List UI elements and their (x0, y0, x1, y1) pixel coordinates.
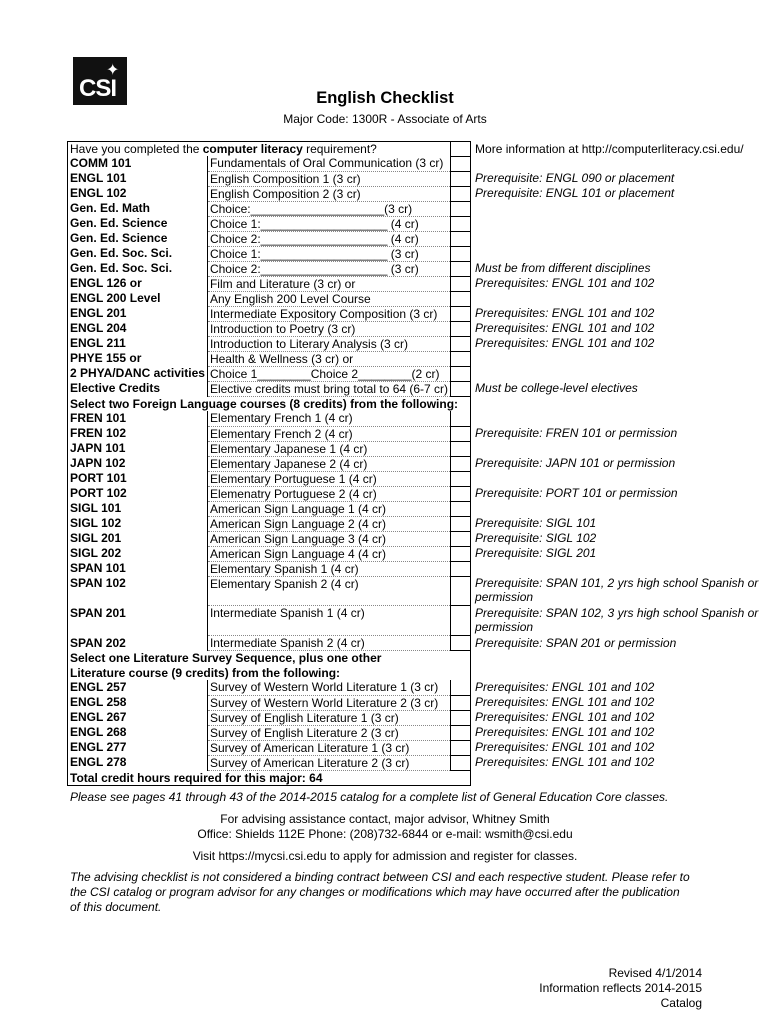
course-row (68, 725, 761, 740)
checkbox[interactable] (451, 156, 471, 171)
checkbox[interactable] (451, 216, 471, 231)
course-row (68, 426, 761, 441)
course-prerequisite (471, 576, 761, 606)
checkbox[interactable] (451, 201, 471, 216)
course-prerequisite (471, 201, 761, 216)
checkbox[interactable] (451, 695, 471, 710)
course-prerequisite (471, 276, 761, 291)
prerequisite-text: Prerequisite: ENGL 090 or placement (475, 171, 675, 186)
course-row (68, 321, 761, 336)
course-prerequisite (471, 321, 761, 336)
course-prerequisite (471, 501, 761, 516)
course-code: Gen. Ed. Science (68, 216, 208, 231)
course-prerequisite (471, 351, 761, 366)
prerequisite-text: Must be from different disciplines (475, 261, 651, 276)
empty-note (471, 770, 761, 785)
course-prerequisite (471, 546, 761, 561)
checkbox[interactable] (451, 755, 471, 770)
course-prerequisite (471, 636, 761, 651)
checkbox[interactable] (451, 351, 471, 366)
course-prerequisite (471, 411, 761, 426)
checklist-table (67, 141, 761, 786)
checkbox[interactable] (451, 426, 471, 441)
checkbox[interactable] (451, 306, 471, 321)
course-prerequisite (471, 456, 761, 471)
checkbox[interactable] (451, 381, 471, 396)
course-code: ENGL 267 (68, 710, 208, 725)
course-row (68, 351, 761, 366)
page-title: English Checklist (316, 89, 454, 107)
course-description: American Sign Language 1 (4 cr) (207, 501, 450, 516)
course-prerequisite (471, 246, 761, 261)
course-prerequisite (471, 471, 761, 486)
course-prerequisite (471, 261, 761, 276)
course-prerequisite (471, 336, 761, 351)
course-description: Choice 1:___________________ (3 cr) (207, 246, 450, 261)
course-description: Choice 1:___________________ (4 cr) (207, 216, 450, 231)
course-code: ENGL 257 (68, 680, 208, 695)
course-prerequisite (471, 531, 761, 546)
prerequisite-text: Prerequisite: SIGL 101 (475, 516, 597, 531)
catalog-reflects: Information reflects 2014-2015 (539, 981, 702, 995)
course-row (68, 261, 761, 276)
course-description: Fundamentals of Oral Communication (3 cr) (207, 156, 450, 171)
course-description: Choice:____________________(3 cr) (207, 201, 450, 216)
course-code: ENGL 278 (68, 755, 208, 770)
prerequisite-text: Prerequisites: ENGL 101 and 102 (475, 725, 655, 740)
prerequisite-text: Prerequisites: ENGL 101 and 102 (475, 276, 655, 291)
course-description: Elementary Portuguese 1 (4 cr) (207, 471, 450, 486)
course-row (68, 680, 761, 695)
checkbox[interactable] (451, 456, 471, 471)
course-code: SIGL 102 (68, 516, 208, 531)
checkbox[interactable] (451, 246, 471, 261)
language-heading-row (68, 396, 761, 411)
course-prerequisite (471, 725, 761, 740)
course-description: English Composition 1 (3 cr) (207, 171, 450, 186)
course-code: FREN 101 (68, 411, 208, 426)
checkbox[interactable] (451, 680, 471, 695)
catalog-note: Please see pages 41 through 43 of the 2014-2015 catalog for a complete list of General Education Core classes. (70, 790, 669, 804)
course-description: Introduction to Poetry (3 cr) (207, 321, 450, 336)
course-description: Choice 2:___________________ (3 cr) (207, 261, 450, 276)
course-row (68, 291, 761, 306)
course-description: Choice 1________Choice 2________(2 cr) (207, 366, 450, 381)
course-row (68, 740, 761, 755)
computer-literacy-note: More information at http://computerliteracy.csi.edu/ (475, 141, 744, 156)
prerequisite-text: Must be college-level electives (475, 381, 638, 396)
course-code: ENGL 200 Level (68, 291, 208, 306)
course-prerequisite (471, 291, 761, 306)
prerequisite-text: Prerequisites: ENGL 101 and 102 (475, 740, 655, 755)
course-code: PORT 101 (68, 471, 208, 486)
course-description: Intermediate Spanish 2 (4 cr) (207, 636, 450, 651)
course-code: ENGL 277 (68, 740, 208, 755)
course-prerequisite (471, 171, 761, 186)
course-description: Intermediate Expository Composition (3 cr) (207, 306, 450, 321)
course-code: SIGL 202 (68, 546, 208, 561)
empty-note (471, 651, 761, 666)
intro-prefix: Have you completed the (70, 142, 203, 156)
advising-contact: For advising assistance contact, major advisor, Whitney Smith (220, 812, 550, 826)
prerequisite-text: Prerequisite: JAPN 101 or permission (475, 456, 676, 471)
checkbox[interactable] (451, 142, 471, 157)
course-description: Elementary Spanish 2 (4 cr) (207, 576, 450, 606)
course-code: PHYE 155 or (68, 351, 208, 366)
page-subtitle: Major Code: 1300R - Associate of Arts (283, 112, 487, 126)
course-prerequisite (471, 561, 761, 576)
course-description: American Sign Language 4 (4 cr) (207, 546, 450, 561)
course-row (68, 201, 761, 216)
course-prerequisite (471, 216, 761, 231)
course-code: Gen. Ed. Soc. Sci. (68, 261, 208, 276)
course-code: SPAN 201 (68, 606, 208, 636)
course-row (68, 186, 761, 201)
course-prerequisite (471, 710, 761, 725)
course-row (68, 336, 761, 351)
course-prerequisite (471, 680, 761, 695)
course-row (68, 606, 761, 636)
course-row (68, 366, 761, 381)
course-description: Elementary French 1 (4 cr) (207, 411, 450, 426)
disclaimer: The advising checklist is not considered a binding contract between CSI and each respective student. Please refer to the CSI catalog or program advisor for any changes or modifications which may have occurred after the publication of this document. (70, 870, 690, 914)
course-description: American Sign Language 2 (4 cr) (207, 516, 450, 531)
course-description: English Composition 2 (3 cr) (207, 186, 450, 201)
course-description: Elemenatry Portuguese 2 (4 cr) (207, 486, 450, 501)
course-row (68, 471, 761, 486)
course-code: ENGL 102 (68, 186, 208, 201)
course-code: Elective Credits (68, 381, 208, 396)
checkbox[interactable] (451, 186, 471, 201)
advisor-office: Office: Shields 112E Phone: (208)732-6844 or e-mail: wsmith@csi.edu (197, 827, 573, 841)
course-description: Film and Literature (3 cr) or (207, 276, 450, 291)
prerequisite-text: Prerequisites: ENGL 101 and 102 (475, 710, 655, 725)
course-description: Choice 2:___________________ (4 cr) (207, 231, 450, 246)
course-prerequisite (471, 740, 761, 755)
star-icon: ✦ (106, 62, 120, 79)
course-prerequisite (471, 186, 761, 201)
literature-heading-1-row (68, 651, 761, 666)
intro-bold: computer literacy (202, 142, 303, 156)
course-description: Elementary Japanese 2 (4 cr) (207, 456, 450, 471)
course-code: ENGL 211 (68, 336, 208, 351)
total-credits-row (68, 770, 761, 785)
course-code: SPAN 202 (68, 636, 208, 651)
checkbox[interactable] (451, 636, 471, 651)
footer (539, 966, 702, 1011)
prerequisite-text: Prerequisite: SIGL 201 (475, 546, 597, 561)
checkbox[interactable] (451, 516, 471, 531)
course-description: Elective credits must bring total to 64 (6-7 cr) (207, 381, 450, 396)
checkbox[interactable] (451, 321, 471, 336)
course-code: JAPN 101 (68, 441, 208, 456)
prerequisite-text: Prerequisites: ENGL 101 and 102 (475, 321, 655, 336)
course-prerequisite (471, 695, 761, 710)
course-description: Elementary Japanese 1 (4 cr) (207, 441, 450, 456)
prerequisite-text: Prerequisite: PORT 101 or permission (475, 486, 678, 501)
prerequisite-text: Prerequisite: SPAN 101, 2 yrs high school Spanish or (475, 576, 759, 591)
course-row (68, 306, 761, 321)
course-row (68, 486, 761, 501)
course-code: FREN 102 (68, 426, 208, 441)
empty-note (471, 666, 761, 681)
prerequisite-text-continued: permission (475, 590, 534, 605)
course-code: JAPN 102 (68, 456, 208, 471)
course-row (68, 381, 761, 396)
checkbox[interactable] (451, 710, 471, 725)
prerequisite-text: Prerequisites: ENGL 101 and 102 (475, 336, 655, 351)
language-heading: Select two Foreign Language courses (8 credits) from the following: (68, 396, 471, 411)
checkbox[interactable] (451, 291, 471, 306)
computer-literacy-question (68, 142, 451, 157)
course-code: Gen. Ed. Math (68, 201, 208, 216)
course-prerequisite (471, 441, 761, 456)
course-code: ENGL 201 (68, 306, 208, 321)
course-prerequisite (471, 156, 761, 171)
course-code: Gen. Ed. Soc. Sci. (68, 246, 208, 261)
course-row (68, 501, 761, 516)
prerequisite-text: Prerequisites: ENGL 101 and 102 (475, 695, 655, 710)
course-description: Survey of American Literature 2 (3 cr) (207, 755, 450, 770)
logo-text: CSI (79, 75, 117, 102)
course-code: PORT 102 (68, 486, 208, 501)
course-code: Gen. Ed. Science (68, 231, 208, 246)
course-description: Survey of Western World Literature 1 (3 cr) (207, 680, 450, 695)
course-description: Health & Wellness (3 cr) or (207, 351, 450, 366)
course-code: ENGL 268 (68, 725, 208, 740)
course-row (68, 246, 761, 261)
course-code: SPAN 102 (68, 576, 208, 606)
empty-note (471, 396, 761, 411)
computer-literacy-row (68, 142, 761, 157)
checkbox[interactable] (451, 740, 471, 755)
prerequisite-text: Prerequisite: FREN 101 or permission (475, 426, 678, 441)
course-prerequisite (471, 381, 761, 396)
checkbox[interactable] (451, 336, 471, 351)
course-prerequisite (471, 306, 761, 321)
prerequisite-text: Prerequisite: SPAN 201 or permission (475, 635, 677, 650)
course-row (68, 411, 761, 426)
checklist-body (68, 142, 761, 786)
checkbox[interactable] (451, 171, 471, 186)
course-description: Survey of English Literature 1 (3 cr) (207, 710, 450, 725)
course-row (68, 576, 761, 606)
checkbox[interactable] (451, 606, 471, 636)
course-row (68, 546, 761, 561)
course-code: ENGL 126 or (68, 276, 208, 291)
course-code: ENGL 204 (68, 321, 208, 336)
checkbox[interactable] (451, 486, 471, 501)
checkbox[interactable] (451, 231, 471, 246)
checkbox[interactable] (451, 411, 471, 426)
checkbox[interactable] (451, 725, 471, 740)
course-code: COMM 101 (68, 156, 208, 171)
course-code: SIGL 201 (68, 531, 208, 546)
checkbox[interactable] (451, 261, 471, 276)
literature-heading-2: Literature course (9 credits) from the following: (68, 666, 471, 681)
course-prerequisite (471, 516, 761, 531)
prerequisite-text: Prerequisite: SPAN 102, 3 yrs high school Spanish or (475, 605, 759, 620)
literature-heading-1: Select one Literature Survey Sequence, plus one other (68, 651, 471, 666)
course-row (68, 441, 761, 456)
course-prerequisite (471, 366, 761, 381)
checkbox[interactable] (451, 276, 471, 291)
course-prerequisite (471, 755, 761, 770)
checkbox[interactable] (451, 366, 471, 381)
course-description: Introduction to Literary Analysis (3 cr) (207, 336, 450, 351)
total-credits: Total credit hours required for this major: 64 (68, 770, 471, 785)
course-description: Elementary Spanish 1 (4 cr) (207, 561, 450, 576)
prerequisite-text: Prerequisite: SIGL 102 (475, 531, 597, 546)
course-row (68, 516, 761, 531)
course-row (68, 695, 761, 710)
course-prerequisite (471, 426, 761, 441)
prerequisite-text: Prerequisite: ENGL 101 or placement (475, 186, 675, 201)
checkbox[interactable] (451, 531, 471, 546)
checkbox[interactable] (451, 576, 471, 606)
literature-heading-2-row (68, 666, 761, 681)
prerequisite-text: Prerequisites: ENGL 101 and 102 (475, 680, 655, 695)
course-code: SIGL 101 (68, 501, 208, 516)
checkbox[interactable] (451, 546, 471, 561)
course-code: ENGL 258 (68, 695, 208, 710)
checkbox[interactable] (451, 471, 471, 486)
course-row (68, 231, 761, 246)
course-code: 2 PHYA/DANC activities (68, 366, 208, 381)
course-description: Survey of Western World Literature 2 (3 cr) (207, 695, 450, 710)
intro-suffix: requirement? (302, 142, 377, 156)
course-description: Elementary French 2 (4 cr) (207, 426, 450, 441)
course-code: ENGL 101 (68, 171, 208, 186)
course-row (68, 531, 761, 546)
prerequisite-text-continued: permission (475, 619, 534, 634)
course-description: Survey of English Literature 2 (3 cr) (207, 725, 450, 740)
course-description: Intermediate Spanish 1 (4 cr) (207, 606, 450, 636)
revised-date: Revised 4/1/2014 (608, 966, 702, 980)
checkbox[interactable] (451, 441, 471, 456)
course-row (68, 171, 761, 186)
course-row (68, 156, 761, 171)
course-code: SPAN 101 (68, 561, 208, 576)
course-row (68, 755, 761, 770)
course-prerequisite (471, 606, 761, 636)
course-prerequisite (471, 231, 761, 246)
course-row (68, 561, 761, 576)
prerequisite-text: Prerequisites: ENGL 101 and 102 (475, 755, 655, 770)
course-row (68, 276, 761, 291)
course-description: Any English 200 Level Course (207, 291, 450, 306)
catalog-label: Catalog (660, 996, 702, 1010)
visit-note: Visit https://mycsi.csi.edu to apply for admission and register for classes. (192, 849, 578, 863)
checkbox[interactable] (451, 501, 471, 516)
course-row (68, 456, 761, 471)
course-description: American Sign Language 3 (4 cr) (207, 531, 450, 546)
course-row (68, 216, 761, 231)
course-row (68, 636, 761, 651)
course-description: Survey of American Literature 1 (3 cr) (207, 740, 450, 755)
course-row (68, 710, 761, 725)
course-prerequisite (471, 486, 761, 501)
prerequisite-text: Prerequisites: ENGL 101 and 102 (475, 306, 655, 321)
checkbox[interactable] (451, 561, 471, 576)
